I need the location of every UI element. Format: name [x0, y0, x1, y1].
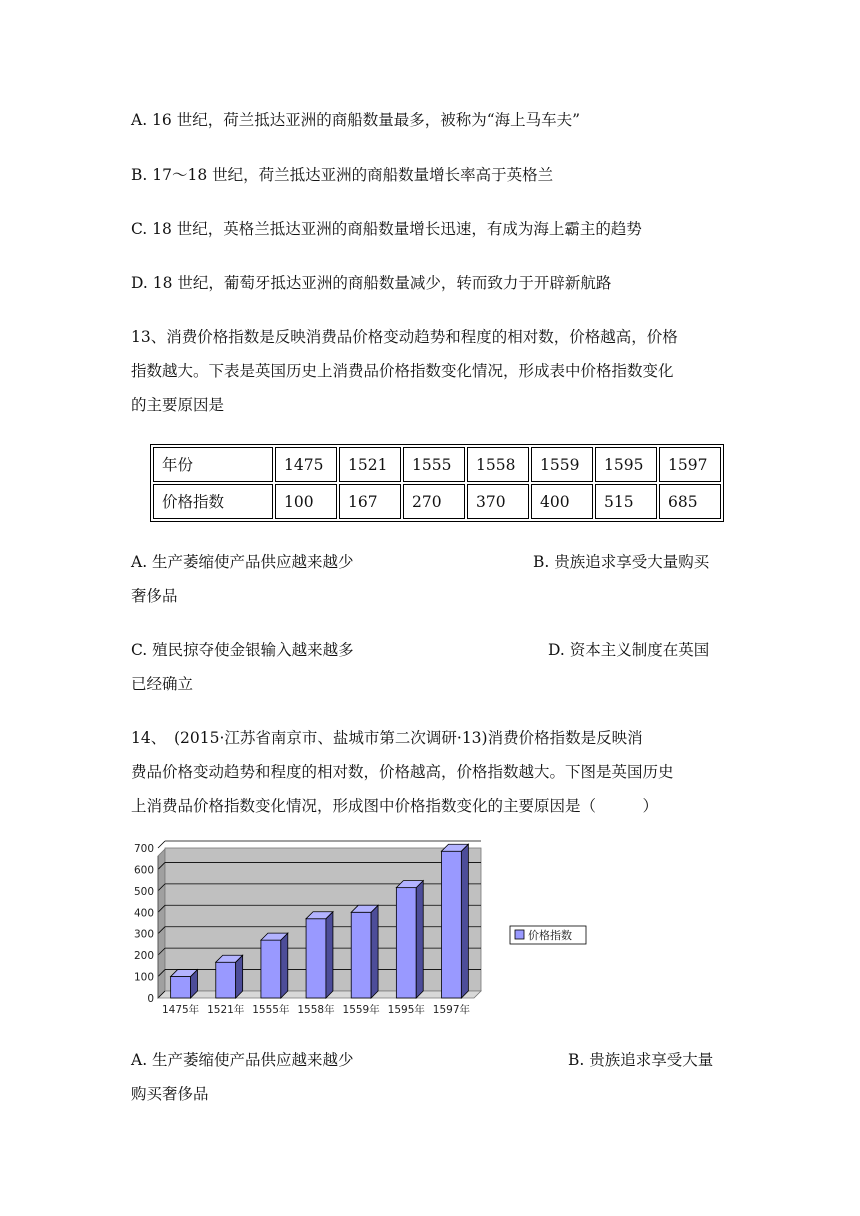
q13-stem-line2: 指数越大。下表是英国历史上消费品价格指数变化情况，形成表中价格指数变化: [131, 362, 674, 380]
bar: [441, 851, 461, 998]
price-index-chart: [118, 840, 598, 1020]
q13-option-b-cont: 奢侈品: [131, 587, 178, 605]
price-index-table: [150, 444, 724, 522]
x-tick-label: 1559年: [342, 1004, 380, 1016]
bar: [396, 888, 416, 998]
table-cell: 167: [339, 484, 401, 519]
q13-stem-line1: 13、消费价格指数是反映消费品价格变动趋势和程度的相对数，价格越高，价格: [131, 328, 678, 346]
bar: [306, 919, 326, 998]
bar: [351, 912, 371, 998]
table-cell: 1597: [659, 447, 721, 482]
bar-side: [326, 912, 333, 998]
q13-option-d: D. 资本主义制度在英国: [548, 641, 710, 659]
x-tick-label: 1475年: [161, 1004, 200, 1016]
q14-stem-line2: 费品价格变动趋势和程度的相对数，价格越高，价格指数越大。下图是英国历史: [131, 763, 674, 781]
table-cell: 1521: [339, 447, 401, 482]
q14-stem-line3: 上消费品价格指数变化情况，形成图中价格指数变化的主要原因是（ ）: [131, 797, 659, 815]
table-cell: 370: [467, 484, 529, 519]
table-row-years: [153, 447, 721, 482]
table-cell: 1555: [403, 447, 465, 482]
q12-option-d: D. 18 世纪，葡萄牙抵达亚洲的商船数量减少，转而致力于开辟新航路: [131, 274, 612, 292]
bar: [171, 977, 191, 998]
y-tick-label: 200: [133, 950, 154, 963]
bar-side: [461, 844, 468, 998]
table-cell: 100: [275, 484, 337, 519]
q13-option-b: B. 贵族追求享受大量购买: [533, 553, 710, 571]
table-row-label: 价格指数: [153, 484, 273, 519]
q14-option-a: A. 生产萎缩使产品供应越来越少: [131, 1051, 354, 1069]
table-cell: 270: [403, 484, 465, 519]
x-tick-label: 1555年: [252, 1004, 290, 1016]
table-cell: 1475: [275, 447, 337, 482]
y-tick-label: 100: [133, 971, 154, 984]
q13-option-c: C. 殖民掠夺使金银输入越来越多: [131, 641, 354, 659]
y-tick-label: 400: [133, 907, 154, 920]
q12-option-a: A. 16 世纪，荷兰抵达亚洲的商船数量最多，被称为“海上马车夫”: [131, 111, 581, 129]
bar-side: [371, 905, 378, 998]
x-tick-label: 1597年: [432, 1004, 471, 1016]
table-row-values: [153, 484, 721, 519]
table-cell: 1558: [467, 447, 529, 482]
bar: [261, 940, 281, 998]
y-tick-label: 500: [133, 885, 154, 898]
q13-stem-line3: 的主要原因是: [131, 396, 225, 414]
q14-option-b-cont: 购买奢侈品: [131, 1085, 209, 1103]
bar-side: [416, 881, 423, 998]
bar-side: [281, 933, 288, 998]
q14-stem-line1: 14、 (2015·江苏省南京市、盐城市第二次调研·13)消费价格指数是反映消: [131, 729, 643, 747]
x-tick-label: 1595年: [387, 1004, 425, 1016]
table-row-label: 年份: [153, 447, 273, 482]
legend-swatch: [515, 930, 524, 939]
y-tick-label: 0: [147, 993, 154, 1005]
y-tick-label: 700: [133, 843, 154, 855]
q12-option-c: C. 18 世纪，英格兰抵达亚洲的商船数量增长迅速，有成为海上霸主的趋势: [131, 220, 642, 238]
y-tick-label: 300: [133, 928, 154, 941]
x-tick-label: 1521年: [207, 1004, 245, 1016]
table-cell: 1595: [595, 447, 657, 482]
q12-option-b: B. 17～18 世纪，荷兰抵达亚洲的商船数量增长率高于英格兰: [131, 166, 554, 184]
q13-option-a: A. 生产萎缩使产品供应越来越少: [131, 553, 354, 571]
legend-label: 价格指数: [528, 929, 572, 942]
q14-option-b: B. 贵族追求享受大量: [568, 1051, 714, 1069]
y-tick-label: 600: [133, 864, 154, 877]
table-cell: 400: [531, 484, 593, 519]
bar: [216, 962, 236, 998]
table-cell: 1559: [531, 447, 593, 482]
table-cell: 515: [595, 484, 657, 519]
q13-option-d-cont: 已经确立: [131, 675, 194, 693]
x-tick-label: 1558年: [297, 1004, 335, 1016]
chart-gridline-side: [158, 841, 165, 848]
table-cell: 685: [659, 484, 721, 519]
